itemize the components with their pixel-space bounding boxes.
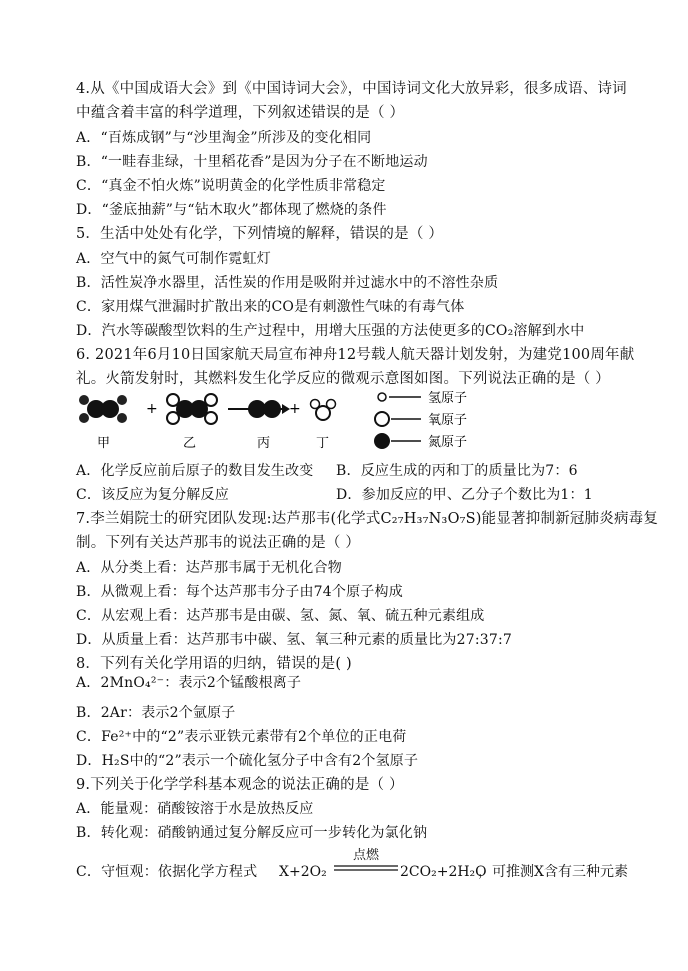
molecule-bing [248, 400, 281, 418]
q6-option-a: A．化学反应前后原子的数目发生改变 [76, 463, 314, 479]
q6-stem-line1: 6. 2021年6月10日国家航天局宣布神舟12号载人航天器计划发射，为建党100周年献 [76, 347, 635, 363]
q4-option-d: D．“釜底抽薪”与“钻木取火”都体现了燃烧的条件 [76, 202, 387, 218]
q8-option-b: B．2Ar：表示2个氩原子 [76, 705, 236, 721]
q4-option-a: A．“百炼成钢”与“沙里淘金”所涉及的变化相同 [76, 130, 372, 146]
q7-stem-line1: 7.李兰娟院士的研究团队发现:达芦那韦(化学式C₂₇H₃₇N₃O₇S)能显著抑制新冠肺炎病毒复 [76, 511, 659, 527]
q8-stem: 8．下列有关化学用语的归纳，错误的是( ) [76, 656, 352, 672]
q8-option-a: A．2MnO₄²⁻：表示2个锰酸根离子 [76, 675, 302, 691]
q6-stem-line2: 礼。火箭发射时，其燃料发生化学反应的微观示意图如图。下列说法正确的是（ ） [76, 371, 611, 387]
q9-option-c-suffix: ，可推测X含有三种元素 [478, 864, 628, 880]
legend-hydrogen: 氢原子 [428, 391, 468, 406]
q7-option-d: D．从质量上看：达芦那韦中碳、氢、氧三种元素的质量比为27:37:7 [76, 632, 512, 648]
molecule-yi [167, 394, 217, 424]
q8-option-c: C．Fe²⁺中的“2”表示亚铁元素带有2个单位的正电荷 [76, 729, 407, 745]
q7-option-a: A．从分类上看：达芦那韦属于无机化合物 [76, 560, 342, 576]
q4-option-b: B．“一畦春韭绿，十里稻花香”是因为分子在不断地运动 [76, 154, 428, 170]
label-jia: 甲 [97, 436, 111, 451]
q9-equation-condition: 点燃 [352, 848, 379, 863]
q5-option-b: B．活性炭净水器里，活性炭的作用是吸附并过滤水中的不溶性杂质 [76, 275, 499, 291]
q9-equation-equals [334, 864, 398, 872]
q9-equation-left: X+2O₂ [279, 864, 327, 880]
q7-option-b: B．从微观上看：每个达芦那韦分子由74个原子构成 [76, 584, 403, 600]
molecule-ding [311, 400, 336, 421]
q7-option-c: C．从宏观上看：达芦那韦是由碳、氢、氮、氧、硫五种元素组成 [76, 608, 485, 624]
q6-option-c: C．该反应为复分解反应 [76, 487, 229, 503]
q8-option-d: D．H₂S中的“2”表示一个硫化氢分子中含有2个氢原子 [76, 753, 419, 769]
legend [374, 391, 467, 450]
legend-oxygen: 氧原子 [428, 413, 468, 428]
q9-equation-right: 2CO₂+2H₂O [400, 864, 487, 880]
molecule-jia [79, 395, 127, 423]
q4-stem-line1: 4.从《中国成语大会》到《中国诗词大会》，中国诗词文化大放异彩，很多成语、诗词 [76, 81, 627, 97]
q9-option-c-prefix: C．守恒观：依据化学方程式 [76, 864, 258, 880]
q6-option-d: D．参加反应的甲、乙分子个数比为1：1 [336, 487, 593, 503]
q4-option-c: C．“真金不怕火炼”说明黄金的化学性质非常稳定 [76, 178, 386, 194]
label-yi: 乙 [183, 436, 197, 451]
q9-option-b: B．转化观：硝酸钠通过复分解反应可一步转化为氯化钠 [76, 825, 428, 841]
q5-option-a: A．空气中的氮气可制作霓虹灯 [76, 251, 271, 267]
label-ding: 丁 [316, 436, 330, 451]
q7-stem-line2: 制。下列有关达芦那韦的说法正确的是（ ） [76, 535, 361, 551]
reaction-diagram [76, 391, 636, 453]
q9-option-a: A．能量观：硝酸铵溶于水是放热反应 [76, 801, 314, 817]
q5-option-c: C．家用煤气泄漏时扩散出来的CO是有刺激性气味的有毒气体 [76, 299, 465, 315]
plus-sign-2: + [289, 401, 301, 417]
q4-stem-line2: 中蕴含着丰富的科学道理，下列叙述错误的是（ ） [76, 105, 405, 121]
q5-stem: 5．生活中处处有化学，下列情境的解释，错误的是（ ） [76, 226, 444, 242]
q6-option-b: B．反应生成的丙和丁的质量比为7：6 [336, 463, 578, 479]
plus-sign-1: + [146, 401, 158, 417]
legend-nitrogen: 氮原子 [428, 435, 468, 450]
q5-option-d: D．汽水等碳酸型饮料的生产过程中，用增大压强的方法使更多的CO₂溶解到水中 [76, 323, 585, 339]
label-bing: 丙 [257, 436, 271, 451]
q9-stem: 9.下列关于化学学科基本观念的说法正确的是（ ） [76, 777, 404, 793]
